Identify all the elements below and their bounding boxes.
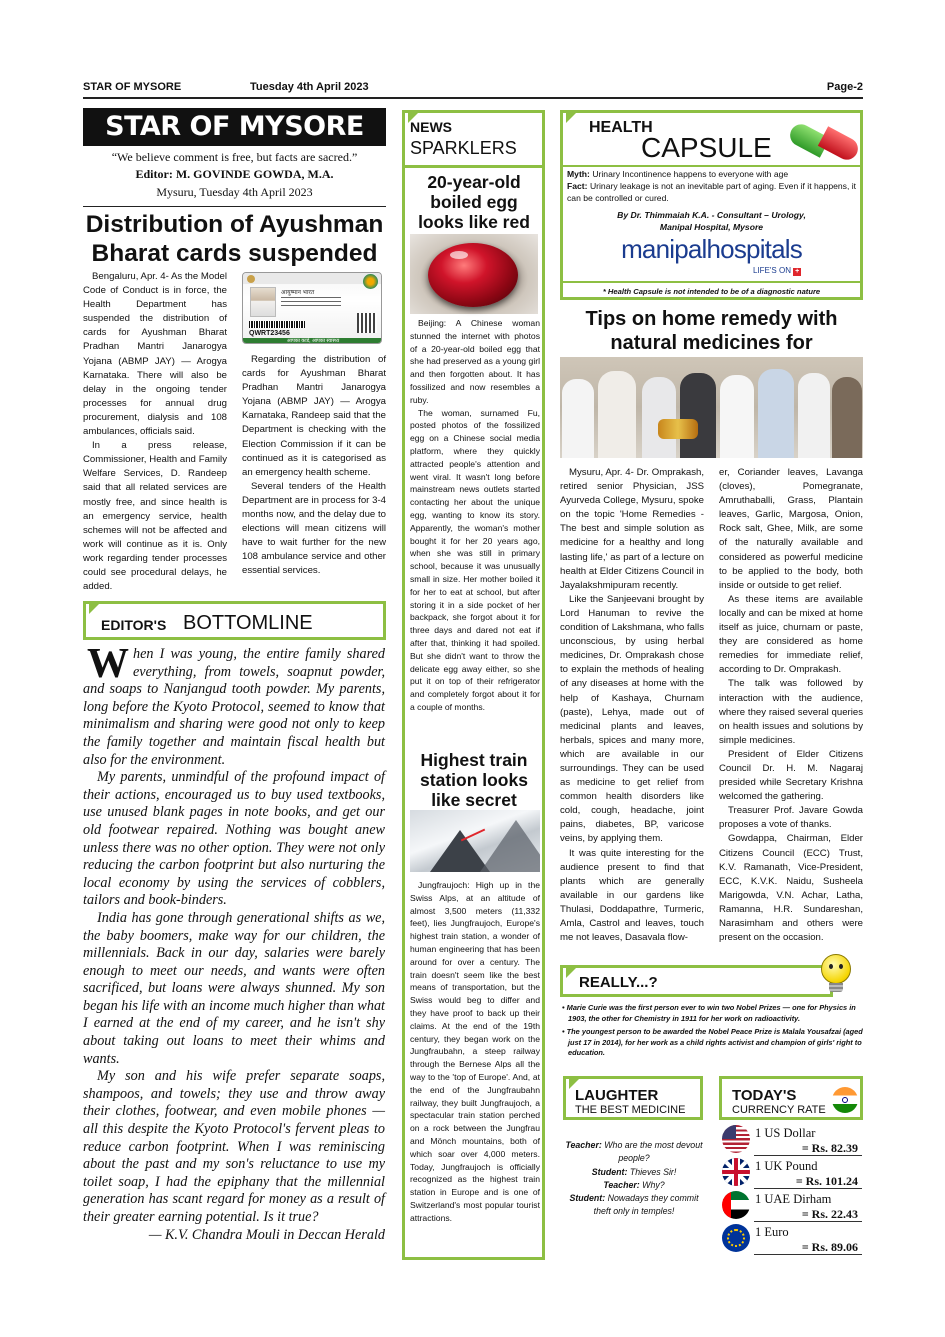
us-flag-icon [722,1125,750,1153]
person-figure [758,369,794,458]
chakra-icon [842,1097,848,1103]
card-barcode [249,321,305,328]
really-item: • Marie Curie was the first person ever to win two Nobel Prizes — one for Physics in 1903, the other for Chemistry in 1911 for her work on radioactivity. [562,1003,856,1023]
tips-paragraph: Gowdappa, Chairman, Elder Citizens Council (ECC) Trust, K.V. Ramanath, Vice-President, ECC, K.V.K. Naidu, Susheela Marigowda, V.N. Achar, Latha, Ramanna, H.R. Sundareshan, Narasimham and others were present on the occasion. [719,833,863,944]
card-text-lines [281,297,341,309]
currency-name: 1 US Dollar [755,1126,816,1140]
health-label-bold: HEALTH [589,119,653,136]
bulb-base [829,983,843,992]
lightbulb-icon [815,952,859,998]
really-item-text: Marie Curie was the first person ever to win two Nobel Prizes — one for Physics in 1903, the other for Chemistry in 1911 for her work on radioactivity. [566,1003,856,1023]
train-headline: Highest train station looks like secret [420,750,528,810]
uk-flag-icon [722,1158,750,1186]
sparklers-label-bold: NEWS [410,119,452,135]
ayushman-card-image [242,272,382,344]
health-disclaimer-rule [560,281,863,283]
label-flag-icon [566,113,576,123]
card-footer: आपका कार्ड, आपका स्वास्थ्य [243,338,382,344]
top-rule [83,97,863,99]
card-qr-icon [357,313,377,333]
joke-line [565,1192,703,1219]
tips-paragraph: The talk was followed by interaction with the audience, where they raised several queries on health issues and solutions by simple medicines. [719,678,863,746]
uk-cross-v-red [734,1158,738,1186]
myth-line [567,169,857,181]
really-label-box [560,965,833,997]
jungfraujoch-image [410,810,540,872]
bulb-eye [839,964,843,969]
health-label-divider [560,165,863,167]
really-item-text: The youngest person to be awarded the Nobel Peace Prize is Malala Yousafzai (aged just 17 in 2014), for her work as a child rights activist and champion of girls' right to education. [566,1027,863,1057]
health-capsule-box [560,110,863,300]
joke-text: Thieves Sir! [629,1166,677,1177]
egg-shape [428,243,518,307]
fact-label: Fact: [567,181,588,191]
tips-photo [560,357,863,458]
editorial-label-box [83,601,386,640]
fact-text: Urinary leakage is not an inevitable part of aging. Even if it happens, it can be controlled or cured. [567,181,857,203]
egg-highlight [450,251,468,259]
lead-column-1 [83,270,227,594]
currency-label-light: CURRENCY RATE [732,1104,826,1116]
egg-story [410,317,540,714]
label-flag-icon [566,968,576,978]
joke-text: Nowadays they commit theft only in temples! [593,1193,699,1217]
lead-paragraph: Regarding the distribution of cards for Ayushman Bharat Pradhan Mantri Janarogya Yojana (ABMP JAY) — Arogya Karnataka, Randeep said that the Department is checking with the Election Commission if it can be continued as it is categorised as an emergency health scheme. [242,354,386,478]
currency-rule [754,1221,862,1222]
currency-row-gbp [722,1157,862,1189]
editorial-byline: — K.V. Chandra Mouli in Deccan Herald [148,1226,385,1243]
currency-row-aed [722,1190,862,1222]
tips-paragraph: er, Coriander leaves, Lavanga (cloves), Pomegranate, Amruthaballi, Grass, Plantain leaves, Garlic, Margosa, Onion, Rock salt, Ghee, Milk, are some of the naturally available and considered as powerful medicine to be applied to the body, both inside or outside to get relief. [719,467,863,591]
person-figure [562,379,594,458]
laughter-label-bold: LAUGHTER [575,1087,659,1104]
lead-headline: Distribution of Ayushman Bharat cards suspended [85,211,384,267]
egg-headline: 20-year-old boiled egg looks like red [418,172,530,232]
bulb-glass [821,954,851,984]
myth-text: Urinary Incontinence happens to everyone with age [592,169,789,179]
card-photo [250,287,276,317]
manipal-tagline [753,266,801,276]
currency-row-usd [722,1124,862,1156]
gift-item [658,419,698,439]
train-story [410,879,540,1225]
masthead-title: STAR OF MYSORE [83,108,386,146]
currency-name: 1 UAE Dirham [755,1192,832,1206]
joke-line [565,1179,703,1192]
card-logo-icon [363,274,378,289]
joke-speaker: Student: [591,1166,628,1177]
lead-column-2 [242,353,386,579]
tips-paragraph: Treasurer Prof. Javare Gowda proposes a vote of thanks. [719,805,863,831]
egg-paragraph: Beijing: A Chinese woman stunned the internet with photos of a 20-year-old boiled egg that she had preserved as a young girl and then forgotten about. It has fossilized and now resembles a ruby. [410,318,540,405]
currency-label-box [719,1076,863,1120]
india-flag-icon [832,1087,858,1113]
tips-paragraph: It was quite interesting for the audience present to find that plants which are generally available in our gardens like Thulasi, Doddapathre, Turmeric, Amla, Castrol and leaves, touch me not leaves, Dasavala flow- [560,847,704,944]
laughter-label-box [563,1076,703,1120]
sparklers-label-light: SPARKLERS [410,138,517,158]
currency-row-eur [722,1223,862,1255]
currency-rule [754,1188,862,1189]
capsule-red-half [818,126,862,163]
eu-flag-icon [722,1224,750,1252]
fact-line [567,181,857,204]
card-number: QWRT23456 [249,330,290,337]
joke-line [565,1139,703,1166]
top-bar [83,79,863,97]
label-flag-icon [89,604,99,614]
lead-paragraph: In a press release, Commissioner, Health and Family Welfare Services, D. Randeep said that all related services are mostly free, and since health is an emergency service, health schemes will not be affected and work will continue as it is. Only work regarding tender processes could see procedural delays, he added. [83,440,227,593]
currency-name: 1 UK Pound [755,1159,818,1173]
masthead [83,108,386,203]
egg-paragraph: The woman, surnamed Fu, posted photos of the fossilized egg on a Chinese social media platform, where they quickly attracted people's attention and went viral. It wasn't long before mainstream news outlets started contacting her about the unique egg, wanting to know its story. Apparently, the woman's mother bought it for her 20 years ago, when she was still in primary school, because it was unusually small in size. Her mother boiled it for her to eat at school, but after storing it in a side pocket of her backpack, she forgot about it for three days and dared not eat if after that, thinking it had spoiled. But she didn't want to throw the delicate egg away either, so she put it on top of their refrigerator and completely forgot about it for a couple of months. [410,407,540,712]
masthead-motto: “We believe comment is free, but facts are sacred.” [111,150,358,164]
health-label-light: CAPSULE [641,132,772,163]
joke-speaker: Student: [569,1193,606,1204]
card-header-band [243,273,382,284]
currency-rule [754,1254,862,1255]
person-figure [598,371,636,458]
editorial-paragraph: India has gone through generational shifts as we, the baby boomers, make way for our children, the millennials. Back in our day, salaries were barely enough to meet our needs, and wants were often sacrificed, but loans were always shunned. My son began his life with an income much higher than what I earned at the end of my career, and he isn't shy about taking out loans to meet their whims and wants. [83,909,385,1067]
editorial-label-bold: EDITOR'S [101,617,167,633]
masthead-rule [83,206,386,207]
joke-text: Why? [642,1179,665,1190]
health-disclaimer: * Health Capsule is not intended to be of a diagnostic nature [602,287,821,296]
person-figure [642,377,676,458]
manipal-tagline-text: LIFE'S ON [753,266,791,275]
tips-column-2 [719,466,863,945]
laughter-joke [565,1139,703,1219]
editorial-first-paragraph [83,641,385,769]
currency-rule [754,1155,862,1156]
uae-red-band [722,1191,731,1219]
currency-value: = Rs. 22.43 [801,1207,858,1221]
emblem-icon [247,275,255,283]
manipal-logo: manipalhospitals [621,234,802,264]
lead-paragraph: Several tenders of the Health Department are in process for 3-4 months now, and the delay due to elections will mean citizens will have to wait further for the new 108 ambulance service and other essential services. [242,480,386,577]
tips-column-1 [560,466,704,945]
train-paragraph: Jungfraujoch: High up in the Swiss Alps, at an altitude of almost 3,500 meters (11,332 feet), lies Jungfraujoch, Europe's highest train station, a wonder of human engineering that has been around for over a century. The train doesn't seem like the best means of transportation, but the Swiss would beg to differ and they have proof to back up their claims. At the end of the 19th century, they began work on the Jungfraubahn, a steep railway through the Bernese Alps all the way to the 'top of Europe'. And, at the end of the Jungfraubahn railway, they built Jungfraujoch, a spectacular train station perched on a rock between the Jungfrau and Mönch mountains, both of which soar over 4,000 meters. Today, Jungfraujoch is officially recognized as the highest train station in Europe and is one of Switzerland's most popular tourist attractions. [410,880,540,1223]
joke-text: Who are the most devout people? [604,1140,703,1164]
joke-line [565,1166,703,1179]
plus-icon: + [795,268,800,275]
person-figure [680,373,716,458]
person-figure [832,377,862,458]
page-number: Page-2 [826,81,863,93]
currency-label-bold: TODAY'S [732,1087,797,1104]
editorial-paragraph: My son and his wife prefer separate soaps, shampoos, and towels; they use and throw away their clothes, footwear, and even mobile phones — all this despite the Kyoto Protocol's fervent pleas to reduce carbon footprint. When I was reminiscing about the past and my son's reluctance to use my toilet soap, I had the epiphany that the millennial generation has scant regard for money as a result of their greater earning potential. Is it true? [83,1068,385,1225]
editorial-body [83,641,385,1244]
currency-value: = Rs. 82.39 [801,1141,858,1155]
masthead-dateline: Mysuru, Tuesday 4th April 2023 [156,185,313,199]
uae-flag-icon [722,1191,750,1219]
lead-paragraph: Bengaluru, Apr. 4- As the Model Code of Conduct is in force, the Health Department has suspended the distribution of cards for Ayushman Bharat Pradhan Mantri Janarogya Yojana (ABMP JAY) — Arogya Karnataka. There will also be delay in the ongoing tender processes for annual drug procurement, dialysis and 108 ambulances, officials said. [83,271,227,438]
currency-value: = Rs. 89.06 [801,1240,858,1254]
tips-paragraph: Mysuru, Apr. 4- Dr. Omprakash, retired senior Physician, JSS Ayurveda College, Mysuru, spoke on the topic 'Home Remedies - The best and simple solution as medicine for a healthy and long lasting life,' as part of a lecture on health at Elder Citizens Council in Jayalakshmipuram recently. [560,467,704,591]
eu-stars [727,1229,745,1247]
editorial-paragraph: My parents, unmindful of the profound impact of their actions, encouraged us to buy used textbooks, use unused blank pages in note books, and get our old footwear repaired. Nothing was bought anew unless there was no other option. They were not only reducing the carbon footprint but also nurturing the local economy by using the services of cobblers, tailors and book-binders. [83,769,385,909]
capsule-icon [785,119,863,169]
ruby-egg-image [410,234,538,314]
really-label: REALLY...? [579,974,658,991]
dropcap: W [87,641,129,687]
really-list [562,1003,863,1059]
myth-label: Myth: [567,169,590,179]
tips-paragraph: As these items are available locally and can be mixed at home itself as juice, churnam or paste, they are considered as home remedies for immediate relief, according to Dr. Omprakash. [719,593,863,676]
really-item: • The youngest person to be awarded the Nobel Peace Prize is Malala Yousafzai (aged just 17 in 2014), for her work as a child rights activist and champion of girls' right to education. [562,1027,863,1057]
currency-name: 1 Euro [755,1225,789,1239]
sparklers-label-divider [402,165,545,168]
tips-paragraph: Like the Sanjeevani brought by Lord Hanuman to revive the condition of Lakshmana, who falls unconscious, by using herbal medicines, Dr. Omprakash chose to explain the methods of healing of any diseases at home with the help of Kashaya, Churnam (paste), Lehya, made out of medicinal plants and leaves, herbals, spices and many more, which are available in our surroundings. They can be used as medicine to get relief from common health disorders like cold, cough, headache, joint pains, diabetes, BP, varicose veins, by applying them. [560,593,704,845]
laughter-label-light: THE BEST MEDICINE [575,1104,686,1116]
issue-date: Tuesday 4th April 2023 [250,81,369,93]
card-scheme-text: आयुष्मान भारत [281,290,315,296]
currency-value: = Rs. 101.24 [795,1174,858,1188]
person-figure [720,375,754,458]
paper-name: STAR OF MYSORE [83,81,182,93]
tips-headline: Tips on home remedy with natural medicines for [585,308,838,354]
mountain-shape [480,820,540,872]
editorial-first-text: hen I was young, the entire family shared everything, from towels, soapnut powder, and soaps to Nanjangud tooth powder. My parents, long before the Kyoto Protocol, seemed to know that minimalism and sharing were good not only to keep the family together and maintain fiscal health but also for the environment. [83,646,385,768]
joke-speaker: Teacher: [603,1179,640,1190]
joke-speaker: Teacher: [565,1140,602,1150]
health-byline-2: Manipal Hospital, Mysore [659,222,764,232]
sparklers-column [402,110,545,1260]
tips-paragraph: President of Elder Citizens Council Dr. H. M. Nagaraj presided while Secretary Krishna welcomed the gathering. [719,748,863,803]
us-canton [722,1125,736,1139]
health-byline-1: By Dr. Thimmaiah K.A. - Consultant – Urology, [617,210,806,220]
bulb-eye [829,964,833,969]
masthead-editor: Editor: M. GOVINDE GOWDA, M.A. [135,167,334,181]
editorial-label-light: BOTTOMLINE [183,612,313,634]
person-figure [798,373,830,458]
